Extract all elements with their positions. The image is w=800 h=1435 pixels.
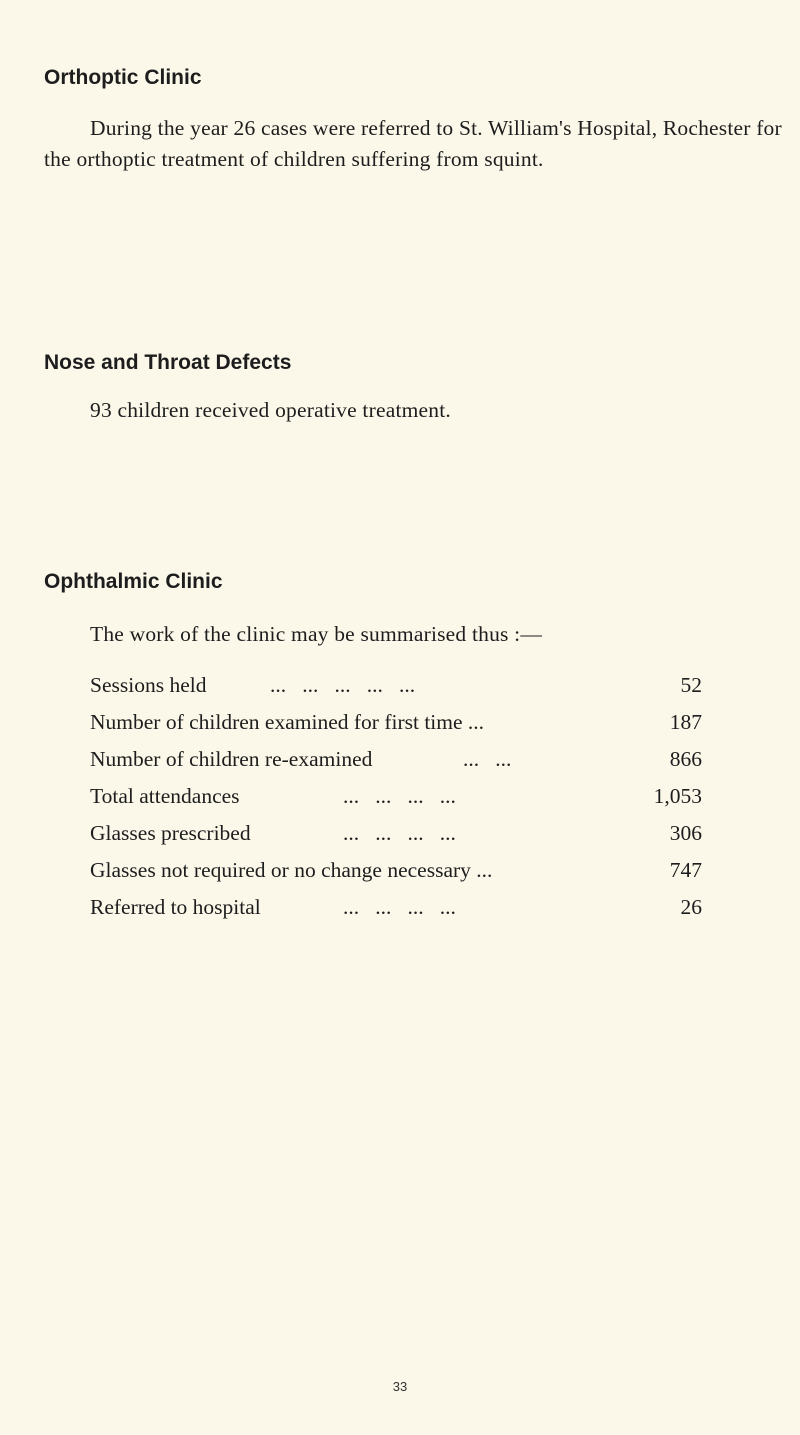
nose-throat-defects-heading: Nose and Throat Defects bbox=[44, 351, 292, 374]
dot-leader: ... ... ... ... bbox=[343, 784, 456, 808]
summary-value: 26 bbox=[680, 895, 702, 919]
summary-label: Referred to hospital bbox=[90, 895, 261, 919]
summary-value: 187 bbox=[669, 710, 702, 734]
summary-value: 52 bbox=[680, 673, 702, 697]
summary-label: Number of children re-examined bbox=[90, 747, 373, 771]
summary-value: 866 bbox=[669, 747, 702, 771]
nose-throat-defects-paragraph: 93 children received operative treatment. bbox=[90, 398, 451, 422]
summary-row-glasses-not-required bbox=[90, 852, 710, 889]
ophthalmic-clinic-intro: The work of the clinic may be summarised thus :— bbox=[90, 622, 543, 646]
summary-row-glasses-prescribed bbox=[90, 815, 710, 852]
summary-row-re-examined bbox=[90, 741, 710, 778]
summary-row-first-examination bbox=[90, 704, 710, 741]
summary-row-sessions-held bbox=[90, 667, 710, 704]
summary-row-total-attendances bbox=[90, 778, 710, 815]
ophthalmic-summary-table bbox=[90, 667, 710, 926]
orthoptic-clinic-paragraph: During the year 26 cases were referred to St. William's Hospital, Rochester for the orthoptic treatment of children suffering from squint. bbox=[44, 116, 782, 171]
orthoptic-clinic-heading: Orthoptic Clinic bbox=[44, 66, 202, 89]
dot-leader: ... ... ... ... bbox=[343, 821, 456, 845]
summary-label: Sessions held bbox=[90, 673, 207, 697]
summary-row-referred-to-hospital bbox=[90, 889, 710, 926]
dot-leader: ... ... ... ... bbox=[343, 895, 456, 919]
dot-leader: ... ... ... ... ... bbox=[270, 673, 416, 697]
summary-value: 306 bbox=[669, 821, 702, 845]
summary-label: Total attendances bbox=[90, 784, 240, 808]
ophthalmic-clinic-heading: Ophthalmic Clinic bbox=[44, 570, 223, 593]
summary-value: 1,053 bbox=[653, 784, 702, 808]
page-number: 33 bbox=[392, 1379, 408, 1394]
summary-label: Number of children examined for first time ... bbox=[90, 710, 485, 734]
dot-leader: ... ... bbox=[463, 747, 512, 771]
summary-label: Glasses not required or no change necessary ... bbox=[90, 858, 493, 882]
summary-label: Glasses prescribed bbox=[90, 821, 251, 845]
summary-value: 747 bbox=[669, 858, 702, 882]
